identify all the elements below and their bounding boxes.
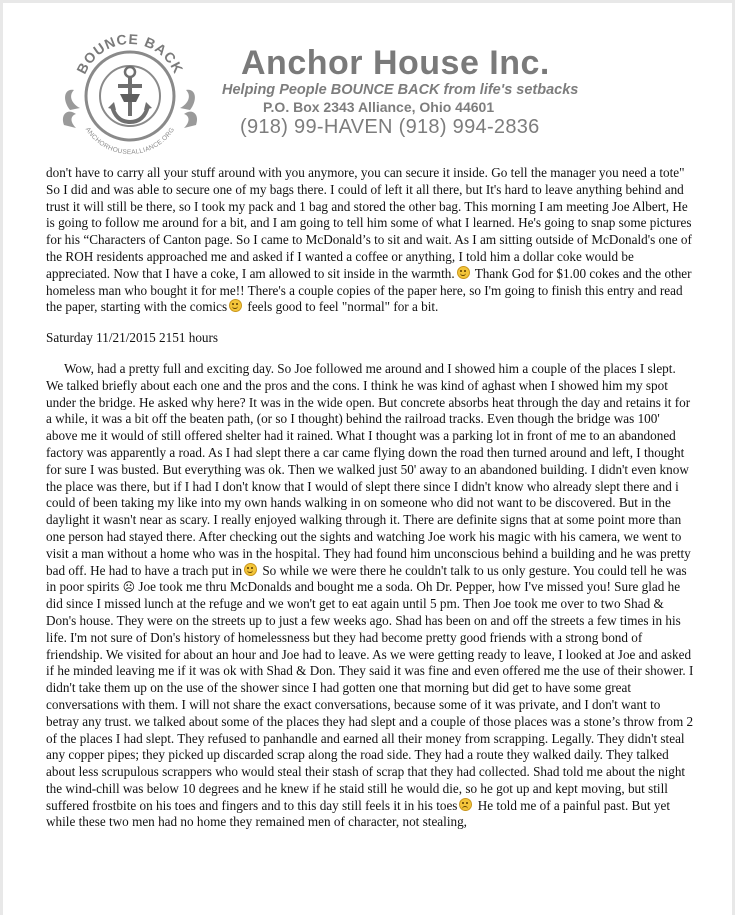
smiley-face-icon (244, 563, 257, 576)
company-address: P.O. Box 2343 Alliance, Ohio 44601 (263, 99, 495, 115)
journal-text (46, 165, 694, 831)
page-edge (0, 0, 3, 915)
company-tagline: Helping People BOUNCE BACK from life's setbacks (222, 82, 579, 98)
paragraph: Wow, had a pretty full and exciting day. So Joe followed me around and I showed him a couple of the places I slept. We talked briefly about each one and the pros and the cons. I think he was kind of aghast when I showed him my spot under the bridge. He asked why here? It was in the wide open. But concrete absorbs heat through the day and retains it for a while, it was a bit off the beaten path, (or so I thought) behind the railroad tracks. Even though the bridge was 100' above me it would of still offered shelter had it rained. What I thought was a parking lot in front of me to an abandoned factory was apparently a road. As I had slept there a car came flying down the road then turned around and left, I thought for sure I was busted. But everything was ok. Then we walked just 50' away to an abandoned building. I didn't even know the place was there, but if I had I don't know that I would of slept there since I didn't know who already slept there and i could of been taking my like into my own hands walking in on someone who did not want to be discovered. But in the daylight it wasn't near as scary. I really enjoyed walking through it. There are definite signs that at some point more than one person had stayed there. After checking out the sights and watching Joe work his magic with his camera, we went to visit a man without a home who was in the hospital. They had found him unconscious behind a building and he was pretty bad off. He had to have a trach put in So while we were there he couldn't talk to us only gesture. You could tell he was in poor spirits ☹ Joe took me thru McDonalds and bought me a soda. Oh Dr. Pepper, how I've missed you! Sure glad he did since I missed lunch at the refuge and we won't get to eat again until 5 pm. Then Joe took me over to two Shad & Don's house. They were on the streets up to just a few weeks ago. Shad has been on and off the streets a few times in his life. I'm not sure of Don's history of homelessness but they had become pretty good friends with a strong bond of friendship. We visited for about an hour and Joe had to leave. As we were getting ready to leave, I looked at Joe and asked if he minded leaving me if it was ok with Shad & Don. They said it was fine and even offered me the use of their shower. I didn't take them up on the use of the shower since I had gotten one that morning but did get to have some great conversations with them. I will not share the exact conversations, because some of it was private, and I don't want to betray any trust. we talked about some of the places they had slept and a couple of those places was a stone’s throw from 2 of the places I had slept. They refused to panhandle and earned all their money from scrapping. Legally. They didn't steal any copper pipes; they picked up discarded scrap along the road side. They had a route they walked daily. They talked about less scrupulous scrappers who would steal their stash of scrap that they had collected. Shad told me about the night the wind-chill was below 10 degrees and he knew if he staid still he would die, so he got up and kept moving, but still suffered frostbite on his toes and fingers and to this day still feels it in his toes He told me of a painful past. But yet while these two men had no home they remained men of character, not stealing, (46, 360, 694, 830)
paragraph: don't have to carry all your stuff around with you anymore, you can secure it inside. Go tell the manager you need a tote" So I did and was able to secure one of my bags there. I could of left it all there, but It's hard to leave anything behind and trust it will still be there, so I took my pack and 1 bag and stored the other bag. This morning I am meeting Joe Albert, He is going to follow me around for a bit, and I am going to tell him some of what I learned. He's going to snap some pictures for his “Characters of Canton page. So I came to McDonald’s to sit and wait. As I am sitting outside of McDonald's one of the ROH residents approached me and asked if I wanted a coffee or anything, I told him a dollar coke would be appreciated. Now that I have a coke, I am allowed to sit inside in the warmth. Thank God for $1.00 cokes and the other homeless man who bought it for me!! There's a couple copies of the paper here, so I'm going to finish this entry and read the paper, starting with the comics feels good to feel "normal" for a bit. (46, 165, 692, 315)
anchor-logo-icon (60, 30, 200, 160)
svg-text:BOUNCE BACK (73, 31, 187, 77)
letterhead (60, 30, 700, 165)
entry-date: Saturday 11/21/2015 2151 hours (46, 330, 219, 346)
company-name: Anchor House Inc. (241, 44, 550, 82)
logo-url-text: ANCHORHOUSEALLIANCE.ORG (83, 126, 177, 157)
company-phones: (918) 99-HAVEN (918) 994-2836 (240, 116, 540, 138)
page-edge (0, 0, 735, 3)
smiley-face-icon (457, 266, 470, 279)
logo-arc-text: BOUNCE BACK (73, 30, 187, 77)
smiley-face-icon (229, 299, 242, 312)
sad-face-icon: ☹ (122, 580, 136, 595)
sad-face-icon (459, 798, 472, 811)
